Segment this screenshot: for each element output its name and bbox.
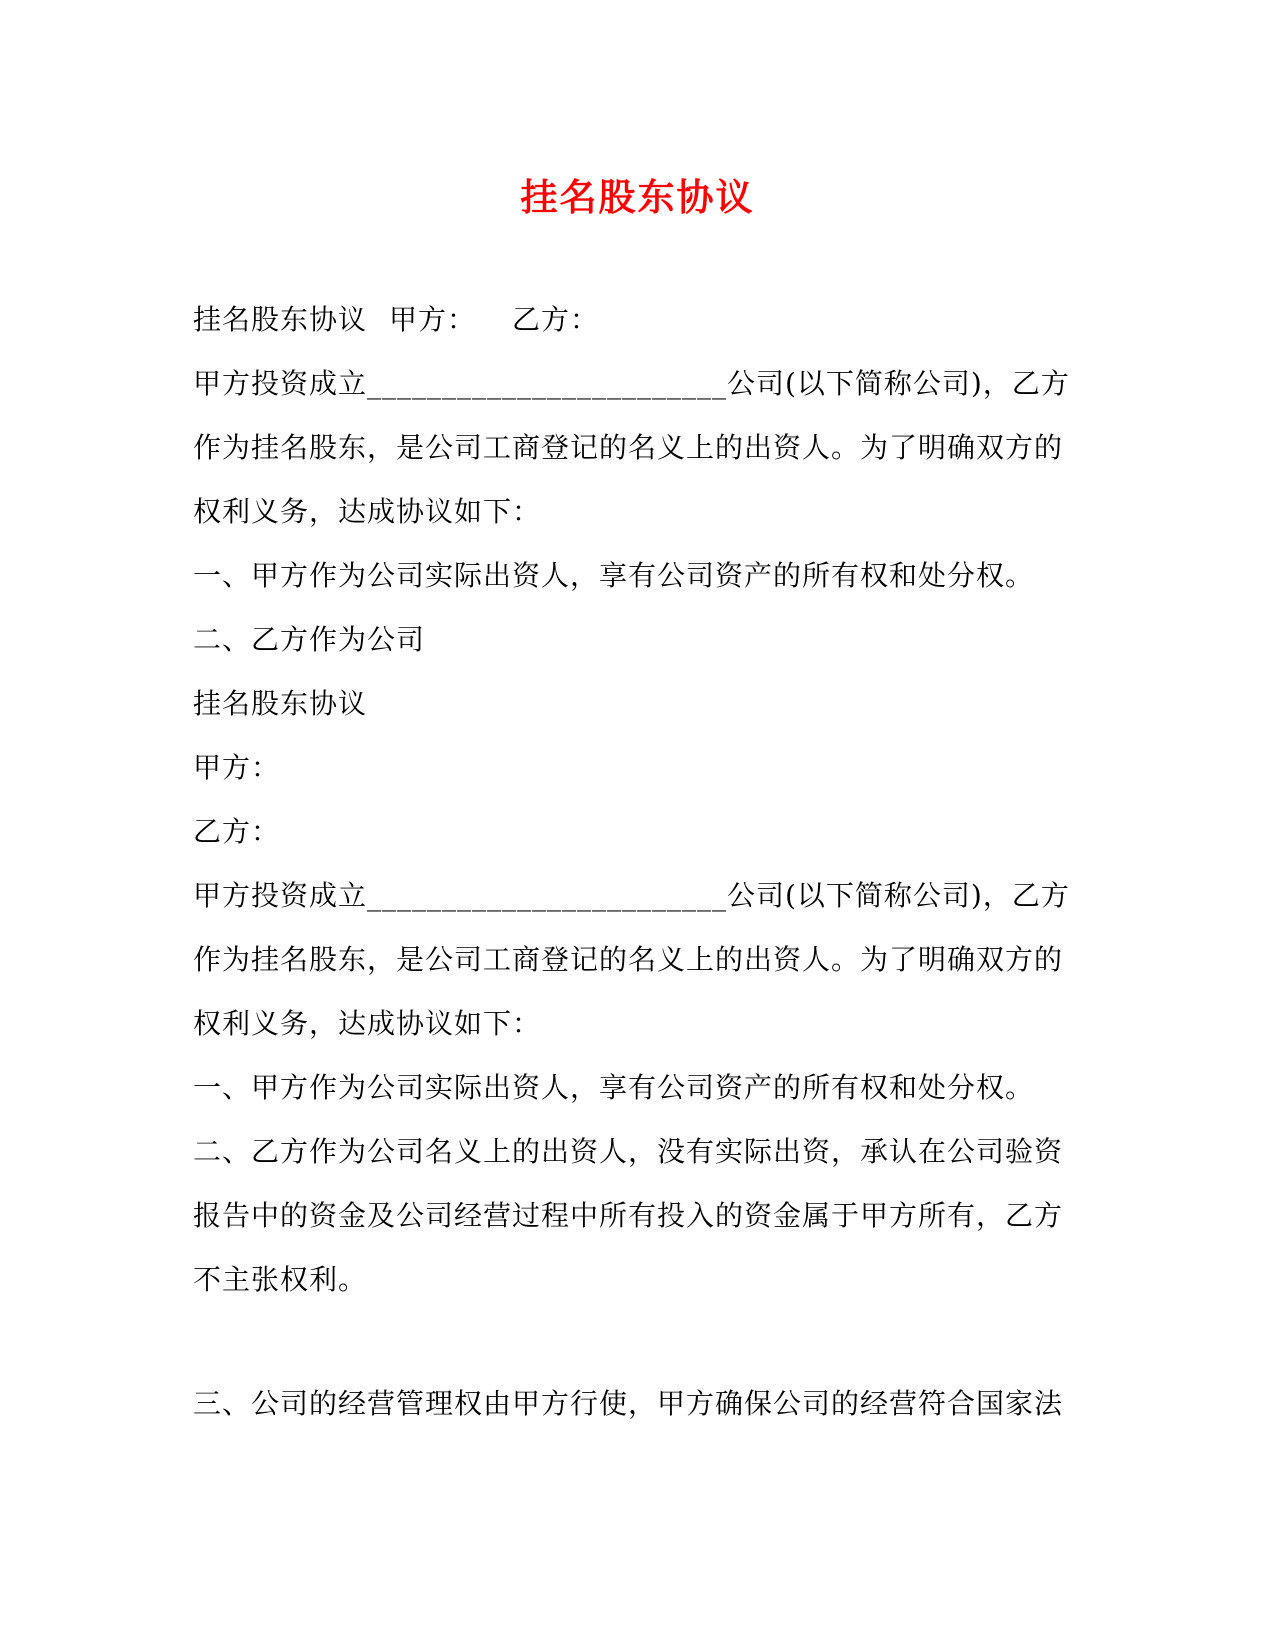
header-party-a: 甲方：	[389, 303, 477, 336]
document-body	[193, 288, 1073, 1436]
clause-3: 三、公司的经营管理权由甲方行使，甲方确保公司的经营符合国家法	[193, 1387, 1064, 1420]
clause-1: 一、甲方作为公司实际出资人，享有公司资产的所有权和处分权。	[193, 559, 1035, 592]
clause-2: 二、乙方作为公司名义上的出资人，没有实际出资，承认在公司验资报告中的资金及公司经营过程中所有投入的资金属于甲方所有，乙方不主张权利。	[193, 1135, 1064, 1296]
header-line	[193, 288, 1073, 352]
repeated-title: 挂名股东协议	[193, 687, 368, 720]
document-title: 挂名股东协议	[520, 175, 755, 219]
clause-1-repeat: 一、甲方作为公司实际出资人，享有公司资产的所有权和处分权。	[193, 1071, 1035, 1104]
header-title: 挂名股东协议	[193, 303, 368, 336]
party-a-label: 甲方：	[193, 751, 281, 784]
intro-paragraph: 甲方投资成立________________________公司(以下简称公司)，乙方作为挂名股东，是公司工商登记的名义上的出资人。为了明确双方的权利义务，达成协议如下：	[193, 367, 1070, 528]
header-party-b: 乙方：	[512, 303, 600, 336]
paragraph-gap	[193, 1312, 1073, 1372]
clause-2-partial: 二、乙方作为公司	[193, 623, 426, 656]
intro-paragraph-repeat: 甲方投资成立________________________公司(以下简称公司)，乙方作为挂名股东，是公司工商登记的名义上的出资人。为了明确双方的权利义务，达成协议如下：	[193, 879, 1070, 1040]
party-b-label: 乙方：	[193, 815, 281, 848]
